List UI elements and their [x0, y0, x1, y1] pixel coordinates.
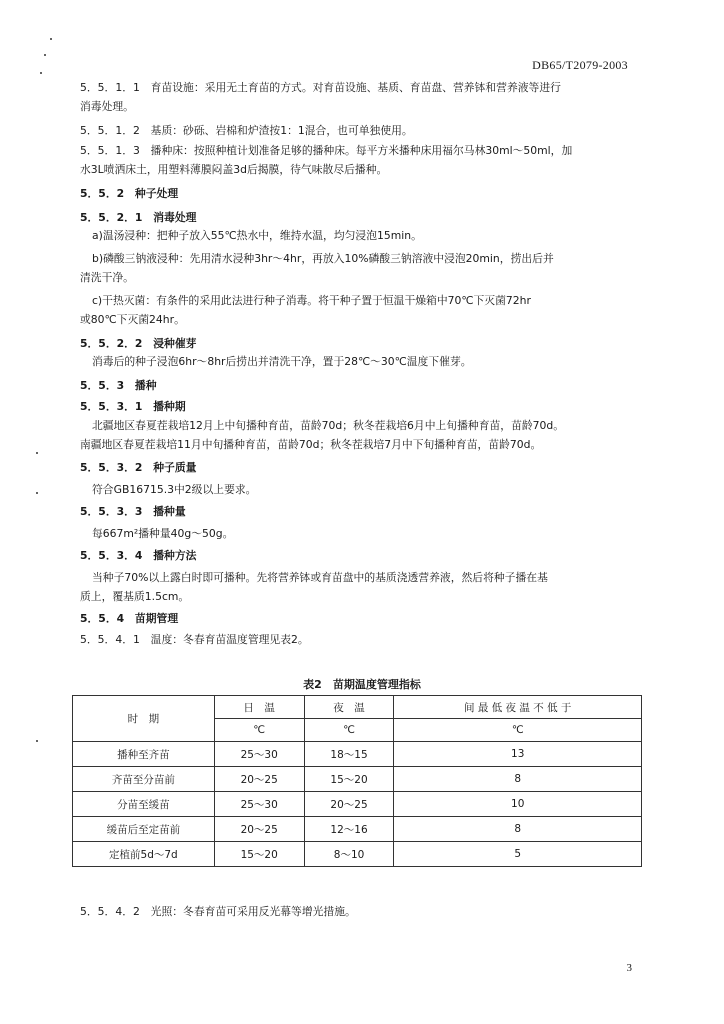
min-temp-cell: 5 — [394, 842, 642, 867]
clause-5-5-4-1: 5．5．4．1 温度：冬春育苗温度管理见表2。 — [80, 633, 309, 646]
day-temp-cell: 25～30 — [214, 792, 304, 817]
sowing-period-south: 南疆地区春夏茬栽培11月中旬播种育苗，苗龄70d；秋冬茬栽培7月中下旬播种育苗，苗龄70d。 — [80, 438, 542, 451]
heading-5-5-2-2: 5．5．2．2 浸种催芽 — [80, 337, 197, 350]
doc-code-header: DB65/T2079-2003 — [532, 58, 628, 72]
clause-5-5-1-3-cont: 水3L喷洒床土，用塑料薄膜闷盖3d后揭膜，待气味散尽后播种。 — [80, 163, 388, 176]
page-number: 3 — [626, 962, 632, 974]
table-row — [73, 792, 642, 817]
period-cell: 齐苗至分苗前 — [73, 767, 215, 792]
item-c-cont: 或80℃下灭菌24hr。 — [80, 313, 185, 326]
night-temp-cell: 15～20 — [304, 767, 394, 792]
sowing-amount-text: 每667m²播种量40g～50g。 — [92, 527, 234, 540]
heading-5-5-3-1: 5．5．3．1 播种期 — [80, 400, 186, 413]
min-temp-cell: 8 — [394, 817, 642, 842]
unit-day: ℃ — [214, 719, 304, 742]
unit-min: ℃ — [394, 719, 642, 742]
scan-speck — [50, 38, 52, 40]
clause-5-5-1-1: 5．5．1．1 育苗设施：采用无土育苗的方式。对育苗设施、基质、育苗盘、营养钵和营养液等进行 — [80, 81, 561, 94]
table-row — [73, 842, 642, 867]
night-temp-cell: 12～16 — [304, 817, 394, 842]
heading-5-5-2-1: 5．5．2．1 消毒处理 — [80, 211, 197, 224]
unit-night: ℃ — [304, 719, 394, 742]
clause-5-5-1-1-cont: 消毒处理。 — [80, 100, 134, 113]
table-row — [73, 817, 642, 842]
item-a: a)温汤浸种：把种子放入55℃热水中，维持水温，均匀浸泡15min。 — [92, 229, 422, 242]
heading-5-5-2: 5．5．2 种子处理 — [80, 187, 179, 200]
day-temp-cell: 25～30 — [214, 742, 304, 767]
heading-5-5-3-4: 5．5．3．4 播种方法 — [80, 549, 197, 562]
item-c: c)干热灭菌：有条件的采用此法进行种子消毒。将干种子置于恒温干燥箱中70℃下灭菌72hr — [92, 294, 531, 307]
item-b: b)磷酸三钠液浸种：先用清水浸种3hr～4hr，再放入10%磷酸三钠溶液中浸泡20min，捞出后并 — [92, 252, 554, 265]
heading-5-5-3-3: 5．5．3．3 播种量 — [80, 505, 186, 518]
item-b-cont: 清洗干净。 — [80, 271, 134, 284]
min-temp-cell: 8 — [394, 767, 642, 792]
night-temp-cell: 8～10 — [304, 842, 394, 867]
sowing-method-text: 当种子70%以上露白时即可播种。先将营养钵或育苗盘中的基质浇透营养液，然后将种子播在基 — [92, 571, 548, 584]
scan-speck — [36, 740, 38, 742]
col-header-period: 时 期 — [73, 696, 215, 742]
scan-speck — [36, 452, 38, 454]
table-row — [73, 767, 642, 792]
min-temp-cell: 13 — [394, 742, 642, 767]
day-temp-cell: 20～25 — [214, 767, 304, 792]
period-cell: 定植前5d～7d — [73, 842, 215, 867]
period-cell: 播种至齐苗 — [73, 742, 215, 767]
temperature-table — [72, 695, 642, 867]
day-temp-cell: 15～20 — [214, 842, 304, 867]
heading-5-5-3-2: 5．5．3．2 种子质量 — [80, 461, 197, 474]
heading-5-5-4: 5．5．4 苗期管理 — [80, 612, 179, 625]
col-header-day: 日 温 — [214, 696, 304, 719]
scan-speck — [36, 492, 38, 494]
sowing-method-cont: 质上，覆基质1.5cm。 — [80, 590, 190, 603]
period-cell: 分苗至缓苗 — [73, 792, 215, 817]
night-temp-cell: 18～15 — [304, 742, 394, 767]
min-temp-cell: 10 — [394, 792, 642, 817]
day-temp-cell: 20～25 — [214, 817, 304, 842]
clause-5-5-4-2: 5．5．4．2 光照：冬春育苗可采用反光幕等增光措施。 — [80, 905, 356, 918]
night-temp-cell: 20～25 — [304, 792, 394, 817]
table-header-row — [73, 696, 642, 719]
scan-speck — [44, 54, 46, 56]
table-row — [73, 742, 642, 767]
clause-5-5-1-3: 5．5．1．3 播种床：按照种植计划准备足够的播种床。每平方米播种床用福尔马林30ml～50ml，加 — [80, 144, 573, 157]
germination-text: 消毒后的种子浸泡6hr～8hr后捞出并清洗干净，置于28℃～30℃温度下催芽。 — [92, 355, 472, 368]
table-caption: 表2 苗期温度管理指标 — [303, 678, 421, 691]
heading-5-5-3: 5．5．3 播种 — [80, 379, 157, 392]
period-cell: 缓苗后至定苗前 — [73, 817, 215, 842]
clause-5-5-1-2: 5．5．1．2 基质：砂砾、岩棉和炉渣按1：1混合，也可单独使用。 — [80, 124, 413, 137]
col-header-night: 夜 温 — [304, 696, 394, 719]
col-header-min: 间 最 低 夜 温 不 低 于 — [394, 696, 642, 719]
seed-quality-text: 符合GB16715.3中2级以上要求。 — [92, 483, 257, 496]
scan-speck — [40, 72, 42, 74]
sowing-period-north: 北疆地区春夏茬栽培12月上中旬播种育苗，苗龄70d；秋冬茬栽培6月中上旬播种育苗，苗龄70d。 — [92, 419, 565, 432]
